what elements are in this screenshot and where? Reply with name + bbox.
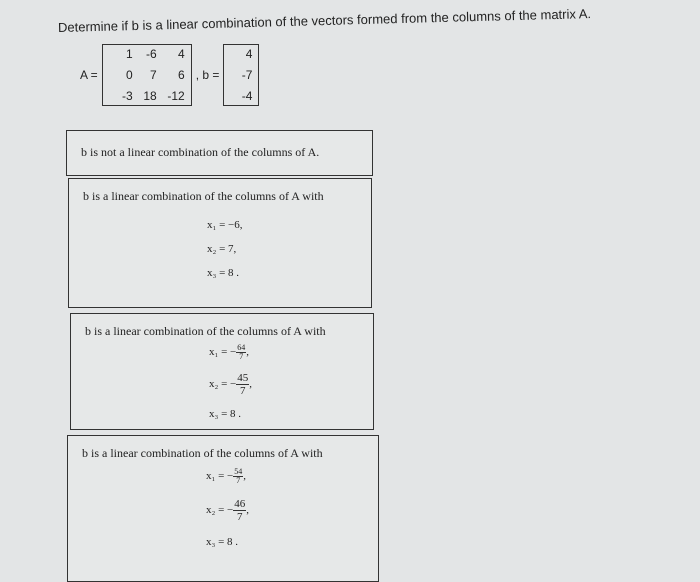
option-3[interactable] [70, 313, 374, 430]
option-text: b is a linear combination of the columns of A with [83, 189, 324, 203]
x3-value: x₃ = 8 . [206, 536, 239, 548]
cell: -6 [146, 47, 157, 61]
x2-value: x₂ = − $\frac{46}{7}$ , [206, 498, 249, 523]
vector-b-label: , b = [195, 68, 220, 82]
cell: 7 [150, 68, 157, 82]
option-2[interactable] [68, 178, 372, 308]
cell: -12 [167, 89, 185, 103]
option-text: b is a linear combination of the columns of A with [82, 446, 323, 460]
cell: -3 [122, 89, 133, 103]
x1-value: x₁ = −6, [207, 219, 243, 231]
cell: 0 [126, 68, 133, 82]
x3-value: x₃ = 8 . [207, 267, 240, 279]
option-1[interactable] [66, 130, 373, 176]
cell: 6 [178, 68, 185, 82]
question-text: Determine if b is a linear combination of the vectors formed from the columns of the matrix A. [57, 6, 592, 35]
x1-value: x₁ = − $\frac{64}{7}$ , [209, 343, 249, 361]
cell: -7 [241, 68, 253, 82]
option-text: b is not a linear combination of the columns of A. [81, 145, 320, 159]
cell: 4 [178, 47, 185, 61]
x3-value: x₃ = 8 . [209, 408, 242, 420]
x1-value: x₁ = − $\frac{54}{7}$ , [206, 467, 246, 485]
vector-b [223, 44, 259, 106]
x2-value: x₂ = 7, [207, 243, 237, 255]
cell: 4 [245, 47, 253, 61]
matrix-a-label: A = [80, 68, 98, 82]
cell: -4 [241, 89, 253, 103]
cell: 18 [143, 89, 157, 103]
matrix-equation [80, 44, 259, 106]
cell: 1 [126, 47, 133, 61]
matrix-a [102, 44, 192, 106]
option-text: b is a linear combination of the columns of A with [85, 324, 326, 338]
option-4[interactable] [67, 435, 379, 582]
x2-value: x₂ = − $\frac{45}{7}$ , [209, 372, 252, 397]
